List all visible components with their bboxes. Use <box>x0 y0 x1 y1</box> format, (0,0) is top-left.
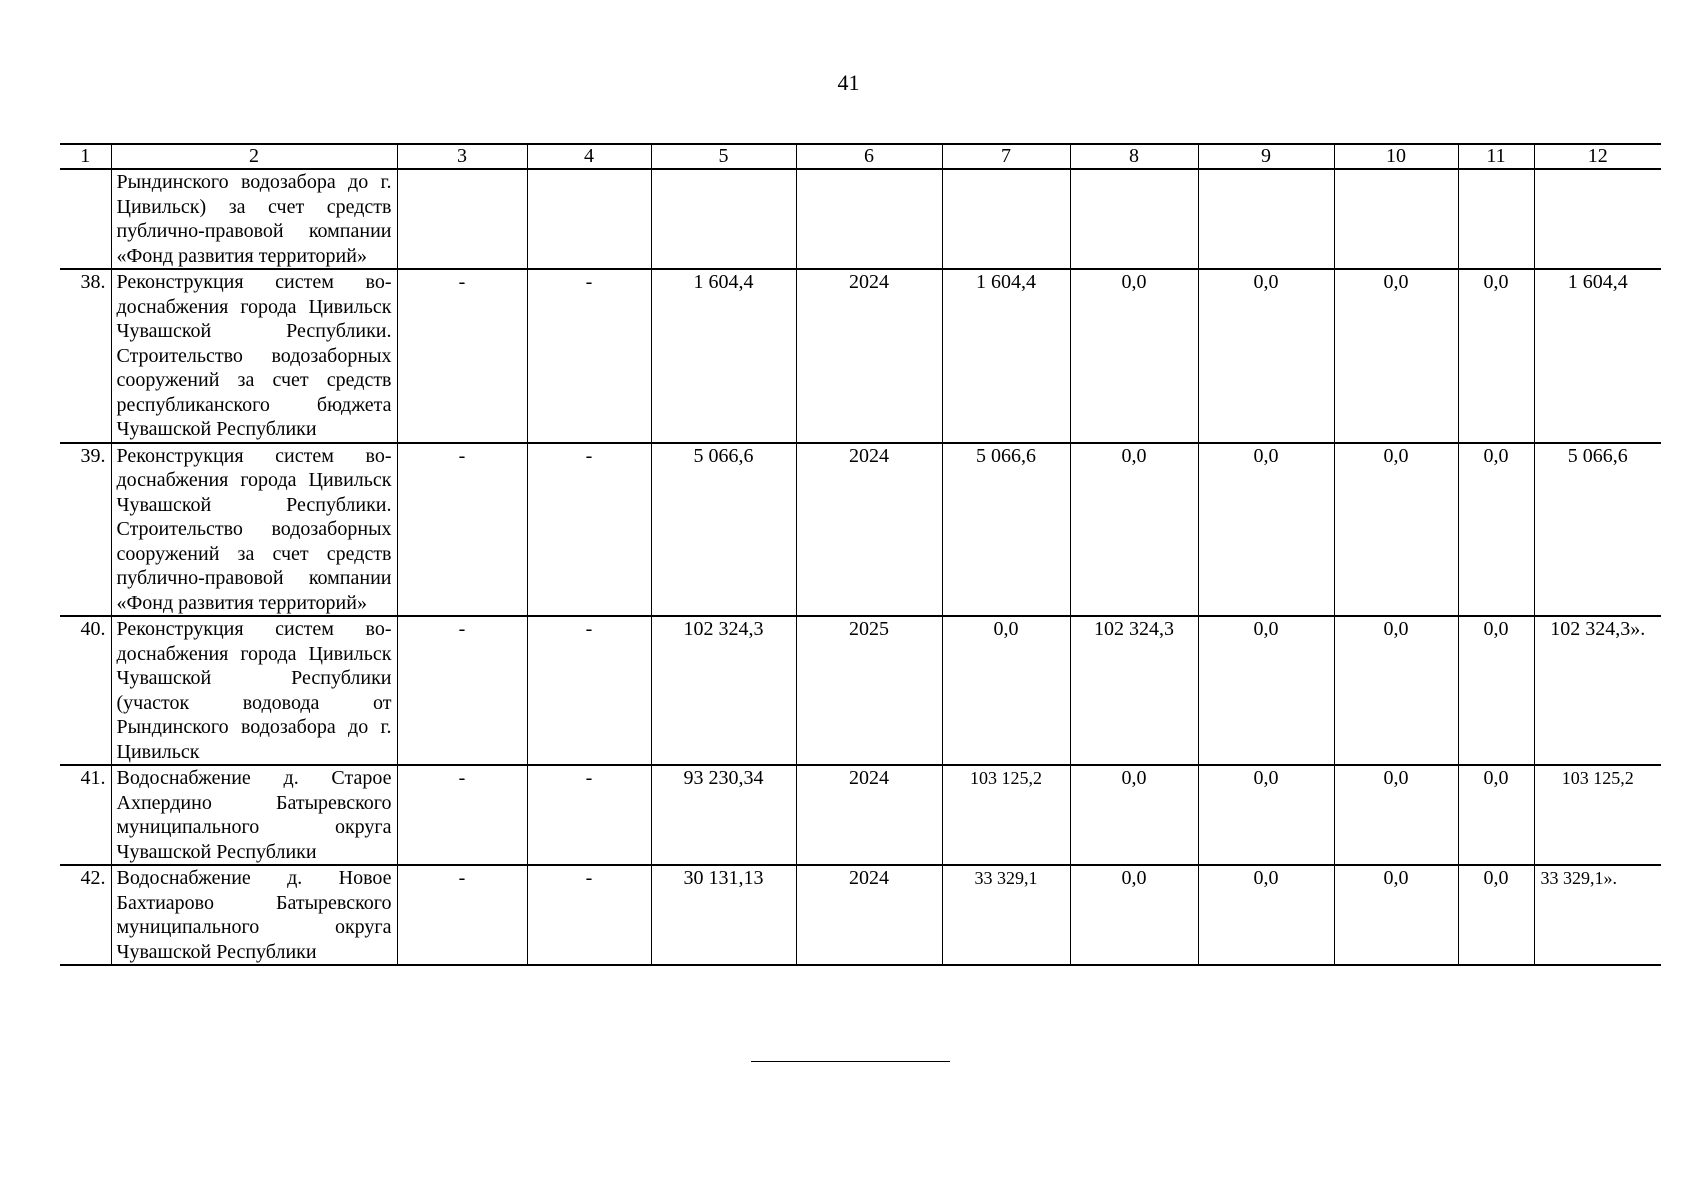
closing-rule <box>751 1061 950 1062</box>
cell: - <box>527 765 651 865</box>
cell <box>651 169 796 269</box>
cell: - <box>397 616 527 765</box>
table-row <box>60 865 1661 965</box>
cell: 0,0 <box>1458 865 1534 965</box>
cell: 0,0 <box>1458 765 1534 865</box>
cell <box>796 169 942 269</box>
table-row <box>60 443 1661 617</box>
cell: - <box>397 865 527 965</box>
cell: 0,0 <box>942 616 1070 765</box>
column-header: 1 <box>60 144 111 169</box>
cell: 0,0 <box>1070 443 1198 617</box>
cell: 33 329,1». <box>1534 865 1661 965</box>
cell: - <box>527 269 651 443</box>
cell: 0,0 <box>1198 269 1334 443</box>
cell: - <box>397 269 527 443</box>
cell: - <box>527 616 651 765</box>
cell: 102 324,3 <box>1070 616 1198 765</box>
column-header: 10 <box>1334 144 1458 169</box>
cell: 93 230,34 <box>651 765 796 865</box>
column-header: 4 <box>527 144 651 169</box>
column-header: 6 <box>796 144 942 169</box>
row-description: Реконструкция систем водоснабжения города Цивильск Чувашской Республики (участок водовода от Рындинского водозабора до г. Цивильск <box>111 616 397 765</box>
cell <box>1334 169 1458 269</box>
data-table <box>60 143 1661 966</box>
cell: 33 329,1 <box>942 865 1070 965</box>
table-row <box>60 269 1661 443</box>
row-number: 38. <box>60 269 111 443</box>
cell: 2024 <box>796 865 942 965</box>
table-row <box>60 169 1661 269</box>
cell: 0,0 <box>1334 616 1458 765</box>
cell: 1 604,4 <box>1534 269 1661 443</box>
row-number: 41. <box>60 765 111 865</box>
table-row <box>60 616 1661 765</box>
column-header: 8 <box>1070 144 1198 169</box>
cell <box>1070 169 1198 269</box>
row-description: Реконструкция систем водоснабжения города Цивильск Чувашской Республики. Строительство водозаборных сооружений за счет средств публично-правовой компании «Фонд развития территорий» <box>111 443 397 617</box>
cell: 2024 <box>796 443 942 617</box>
page-number: 41 <box>837 70 860 95</box>
cell: 103 125,2 <box>942 765 1070 865</box>
cell: 2024 <box>796 269 942 443</box>
column-header: 5 <box>651 144 796 169</box>
cell: 102 324,3 <box>651 616 796 765</box>
row-number: 42. <box>60 865 111 965</box>
cell: 0,0 <box>1334 765 1458 865</box>
cell: 0,0 <box>1198 616 1334 765</box>
cell <box>397 169 527 269</box>
cell: 0,0 <box>1334 865 1458 965</box>
cell: 0,0 <box>1070 765 1198 865</box>
cell: 1 604,4 <box>942 269 1070 443</box>
row-description: Реконструкция систем водоснабжения города Цивильск Чувашской Республики. Строительство водозаборных сооружений за счет средств республиканского бюджета Чувашской Республики <box>111 269 397 443</box>
cell: 5 066,6 <box>651 443 796 617</box>
cell: 2025 <box>796 616 942 765</box>
cell: 103 125,2 <box>1534 765 1661 865</box>
column-header: 12 <box>1534 144 1661 169</box>
cell: - <box>527 443 651 617</box>
cell: 5 066,6 <box>1534 443 1661 617</box>
cell: - <box>397 443 527 617</box>
row-description: Рындинского водозабора до г. Цивильск) за счет средств публично-правовой компании «Фонд развития территорий» <box>111 169 397 269</box>
column-header: 7 <box>942 144 1070 169</box>
cell <box>527 169 651 269</box>
column-header: 3 <box>397 144 527 169</box>
cell <box>1198 169 1334 269</box>
table-row <box>60 765 1661 865</box>
cell: 0,0 <box>1070 269 1198 443</box>
cell: - <box>397 765 527 865</box>
row-number: 39. <box>60 443 111 617</box>
row-description: Водоснабжение д. Новое Бахтиарово Батыревского муниципального округа Чувашской Республики <box>111 865 397 965</box>
cell: - <box>527 865 651 965</box>
column-header: 11 <box>1458 144 1534 169</box>
cell: 0,0 <box>1198 765 1334 865</box>
cell: 30 131,13 <box>651 865 796 965</box>
column-header: 9 <box>1198 144 1334 169</box>
cell: 1 604,4 <box>651 269 796 443</box>
cell: 0,0 <box>1458 443 1534 617</box>
cell <box>942 169 1070 269</box>
cell: 0,0 <box>1458 269 1534 443</box>
cell <box>1534 169 1661 269</box>
cell: 0,0 <box>1458 616 1534 765</box>
cell: 0,0 <box>1070 865 1198 965</box>
cell: 0,0 <box>1334 443 1458 617</box>
cell: 2024 <box>796 765 942 865</box>
header-row <box>60 144 1661 169</box>
row-description: Водоснабжение д. Старое Ахпердино Батыревского муниципального округа Чувашской Республики <box>111 765 397 865</box>
column-header: 2 <box>111 144 397 169</box>
cell: 0,0 <box>1334 269 1458 443</box>
cell <box>1458 169 1534 269</box>
cell: 5 066,6 <box>942 443 1070 617</box>
row-number: 40. <box>60 616 111 765</box>
row-number <box>60 169 111 269</box>
cell: 102 324,3». <box>1534 616 1661 765</box>
cell: 0,0 <box>1198 865 1334 965</box>
cell: 0,0 <box>1198 443 1334 617</box>
